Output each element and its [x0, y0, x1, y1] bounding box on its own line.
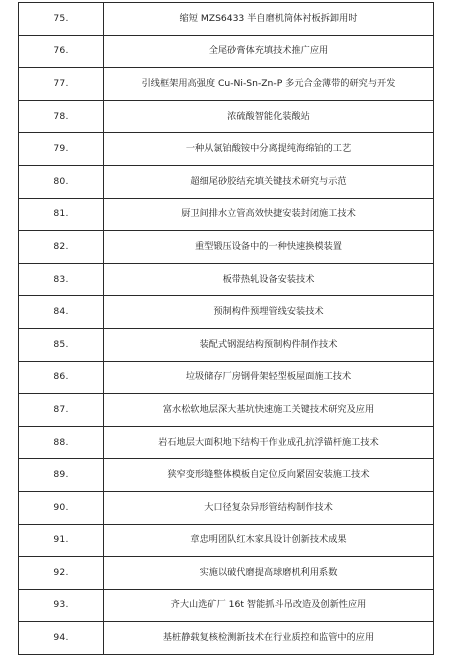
table-row — [19, 165, 434, 198]
project-name: 超细尾砂胶结充填关键技术研究与示范 — [104, 165, 434, 198]
row-number: 91. — [19, 524, 104, 557]
project-name: 岩石地层大面积地下结构干作业成孔抗浮锚杆施工技术 — [104, 426, 434, 459]
project-name: 厨卫间排水立管高效快捷安装封闭施工技术 — [104, 198, 434, 231]
project-name: 基桩静载复核检测新技术在行业质控和监管中的应用 — [104, 622, 434, 655]
project-name: 章忠明团队红木家具设计创新技术成果 — [104, 524, 434, 557]
table-row — [19, 133, 434, 166]
table-row — [19, 263, 434, 296]
row-number: 81. — [19, 198, 104, 231]
project-name: 板带热轧设备安装技术 — [104, 263, 434, 296]
project-name: 预制构件预埋管线安装技术 — [104, 296, 434, 329]
table-row — [19, 622, 434, 655]
project-name: 浓硫酸智能化装酸站 — [104, 100, 434, 133]
table-row — [19, 589, 434, 622]
project-name: 狭窄变形缝整体模板自定位反向紧固安装施工技术 — [104, 459, 434, 492]
row-number: 94. — [19, 622, 104, 655]
table-row — [19, 361, 434, 394]
row-number: 80. — [19, 165, 104, 198]
table-row — [19, 524, 434, 557]
row-number: 85. — [19, 328, 104, 361]
project-list-table — [18, 2, 434, 655]
row-number: 92. — [19, 557, 104, 590]
table-row — [19, 231, 434, 264]
project-name: 齐大山选矿厂 16t 智能抓斗吊改造及创新性应用 — [104, 589, 434, 622]
project-name: 实施以破代磨提高球磨机利用系数 — [104, 557, 434, 590]
project-name: 富水松软地层深大基坑快速施工关键技术研究及应用 — [104, 394, 434, 427]
row-number: 86. — [19, 361, 104, 394]
project-list-body — [19, 3, 434, 655]
table-row — [19, 3, 434, 36]
table-row — [19, 68, 434, 101]
table-row — [19, 394, 434, 427]
row-number: 79. — [19, 133, 104, 166]
project-name: 重型锻压设备中的一种快速换模装置 — [104, 231, 434, 264]
table-row — [19, 35, 434, 68]
row-number: 90. — [19, 491, 104, 524]
row-number: 78. — [19, 100, 104, 133]
row-number: 88. — [19, 426, 104, 459]
project-name: 装配式钢混结构预制构件制作技术 — [104, 328, 434, 361]
project-name: 缩短 MZS6433 半自磨机筒体衬板拆卸用时 — [104, 3, 434, 36]
table-row — [19, 296, 434, 329]
row-number: 93. — [19, 589, 104, 622]
project-name: 大口径复杂异形管结构制作技术 — [104, 491, 434, 524]
row-number: 75. — [19, 3, 104, 36]
table-row — [19, 100, 434, 133]
project-name: 引线框架用高强度 Cu-Ni-Sn-Zn-P 多元合金薄带的研究与开发 — [104, 68, 434, 101]
table-row — [19, 557, 434, 590]
row-number: 87. — [19, 394, 104, 427]
table-row — [19, 328, 434, 361]
table-row — [19, 491, 434, 524]
table-row — [19, 198, 434, 231]
project-name: 全尾砂膏体充填技术推广应用 — [104, 35, 434, 68]
row-number: 89. — [19, 459, 104, 492]
project-name: 垃圾储存厂房钢骨架轻型板屋面施工技术 — [104, 361, 434, 394]
row-number: 84. — [19, 296, 104, 329]
table-row — [19, 459, 434, 492]
project-name: 一种从氯铂酸铵中分离提纯海绵铂的工艺 — [104, 133, 434, 166]
row-number: 82. — [19, 231, 104, 264]
table-row — [19, 426, 434, 459]
row-number: 76. — [19, 35, 104, 68]
row-number: 77. — [19, 68, 104, 101]
row-number: 83. — [19, 263, 104, 296]
